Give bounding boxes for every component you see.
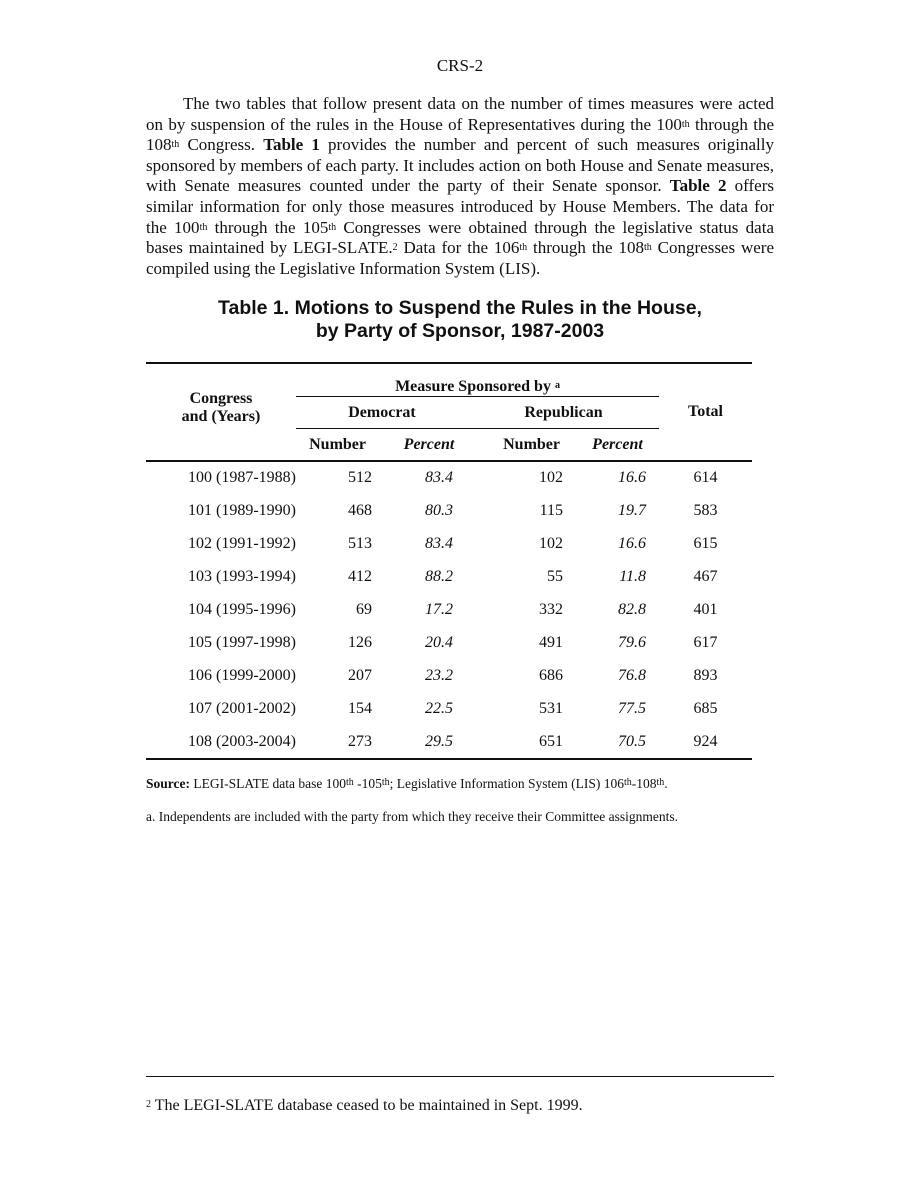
table-row [146, 495, 752, 528]
dem-percent-header: Percent [403, 435, 455, 453]
total-cell: 893 [693, 666, 718, 684]
dem-number-cell: 412 [348, 568, 372, 586]
dem-percent-cell: 88.2 [425, 568, 453, 586]
dem-percent-cell: 80.3 [425, 502, 453, 520]
dem-number-cell: 512 [348, 469, 372, 487]
total-cell: 924 [693, 732, 718, 750]
rep-percent-cell: 70.5 [618, 732, 646, 750]
suspension-table [146, 362, 752, 760]
dem-number-cell: 207 [348, 666, 372, 684]
republican-header: Republican [468, 397, 659, 429]
total-cell: 401 [693, 601, 718, 618]
table-row [146, 725, 752, 759]
dem-percent-cell: 20.4 [425, 633, 453, 651]
rep-number-cell: 651 [539, 732, 563, 750]
dem-number-cell: 69 [356, 601, 372, 618]
table-row [146, 561, 752, 594]
dem-percent-cell: 23.2 [425, 666, 453, 684]
table-row [146, 594, 752, 627]
table-row [146, 461, 752, 495]
congress-cell: 100 (1987-1988) [188, 469, 296, 487]
rep-number-cell: 115 [539, 502, 563, 520]
dem-percent-cell: 83.4 [425, 535, 453, 553]
rep-number-header: Number [503, 435, 560, 453]
democrat-header: Democrat [296, 397, 468, 429]
rep-percent-cell: 16.6 [618, 535, 646, 553]
measure-sponsored-header: Measure Sponsored by $^a$ [395, 378, 560, 395]
total-cell: 614 [693, 469, 718, 487]
total-header: Total [688, 403, 723, 420]
congress-header: Congress and (Years) [181, 390, 261, 425]
total-cell: 583 [693, 502, 718, 520]
rep-percent-cell: 79.6 [618, 633, 646, 651]
dem-number-cell: 126 [348, 633, 372, 651]
congress-cell: 103 (1993-1994) [188, 568, 296, 586]
total-cell: 615 [693, 535, 718, 553]
table-body [146, 461, 752, 759]
dem-number-cell: 513 [348, 535, 372, 553]
dem-percent-cell: 29.5 [425, 732, 453, 750]
table-row [146, 692, 752, 725]
rep-number-cell: 102 [539, 535, 563, 553]
footnote-ref-2: 2 [392, 242, 398, 254]
total-cell: 617 [693, 633, 718, 651]
table-title: Table 1. Motions to Suspend the Rules in the House, by Party of Sponsor, 1987-2003 [218, 297, 702, 342]
dem-number-header: Number [309, 435, 366, 453]
dem-percent-cell: 83.4 [425, 469, 453, 487]
rep-number-cell: 491 [539, 633, 563, 651]
dem-number-cell: 273 [348, 732, 372, 750]
rep-percent-cell: 19.7 [618, 502, 646, 520]
rep-percent-cell: 16.6 [618, 469, 646, 487]
rep-percent-cell: 77.5 [618, 699, 646, 717]
intro-paragraph: The two tables that follow present data on the number of times measures were acted on by suspension of the rules in the House of Representatives during the 100th through the 108th Congress. Table 1 provides the number and percent of such measures originally sponsored by members of each party. It includes action on both House and Senate measures, with Senate measures counted under the party of their Senate sponsor. Table 2 offers similar information for only those measures introduced by House Members. The data for the 100th through the 105th Congresses were obtained through the legislative status data bases maintained by LEGI-SLATE.$^2$ Data for the 106th through the 108th Congresses were compiled using the Legislative Information System (LIS). [146, 94, 775, 278]
congress-cell: 101 (1989-1990) [188, 502, 296, 520]
table-row [146, 659, 752, 692]
dem-number-cell: 154 [348, 699, 372, 717]
table-row [146, 528, 752, 561]
rep-percent-cell: 76.8 [618, 666, 646, 684]
rep-percent-cell: 82.8 [618, 601, 646, 618]
table-source-note: Source: LEGI-SLATE data base 100th -105th; Legislative Information System (LIS) 106th-108th. [146, 776, 668, 791]
congress-cell: 106 (1999-2000) [188, 666, 296, 684]
dem-number-cell: 468 [348, 502, 372, 520]
table-row [146, 626, 752, 659]
rep-number-cell: 102 [539, 469, 563, 487]
dem-percent-cell: 22.5 [425, 699, 453, 717]
footnote-divider [146, 1076, 774, 1077]
page-header: CRS-2 [436, 56, 484, 75]
table-footnote-a: a. Independents are included with the party from which they receive their Committee assignments. [146, 809, 678, 824]
total-cell: 467 [693, 568, 718, 586]
congress-cell: 107 (2001-2002) [188, 699, 296, 717]
congress-cell: 104 (1995-1996) [188, 601, 296, 618]
rep-percent-cell: 11.8 [619, 568, 646, 586]
congress-cell: 102 (1991-1992) [188, 535, 296, 553]
rep-number-cell: 55 [547, 568, 563, 586]
rep-number-cell: 686 [539, 666, 563, 684]
total-cell: 685 [693, 699, 718, 717]
rep-number-cell: 332 [539, 601, 563, 618]
congress-cell: 108 (2003-2004) [188, 732, 296, 750]
rep-percent-header: Percent [592, 435, 643, 453]
congress-cell: 105 (1997-1998) [188, 633, 296, 651]
page-footnote: $^2$ The LEGI-SLATE database ceased to be maintained in Sept. 1999. [146, 1097, 583, 1114]
dem-percent-cell: 17.2 [425, 601, 453, 618]
rep-number-cell: 531 [539, 699, 563, 717]
